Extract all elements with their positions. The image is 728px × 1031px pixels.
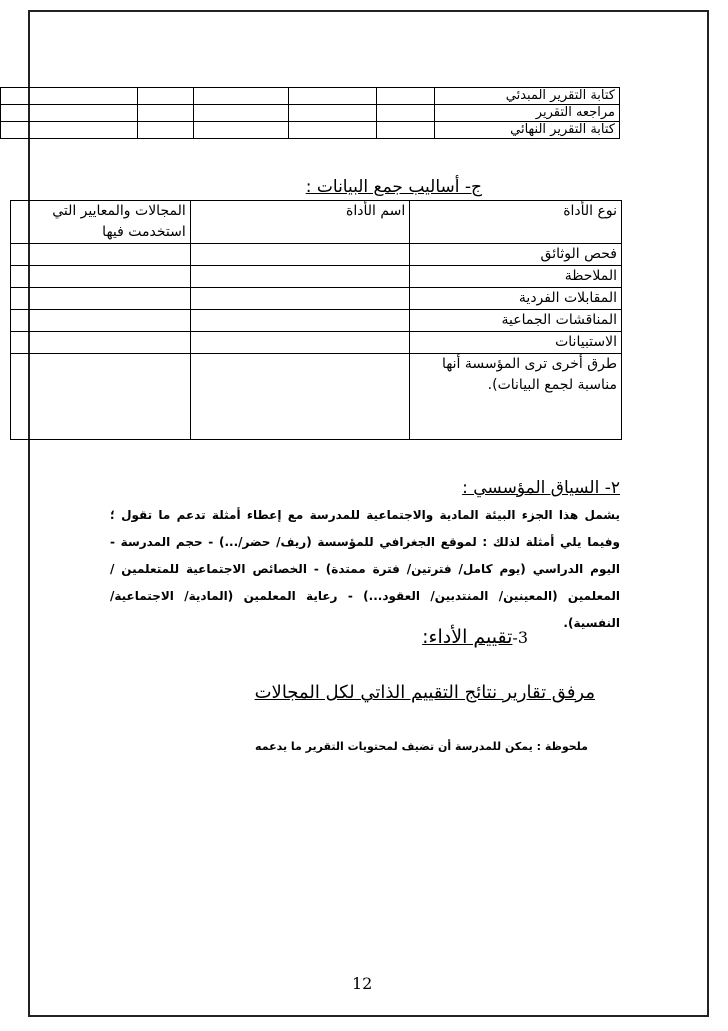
header-tool-name: اسم الأداة — [190, 201, 410, 244]
table-row — [11, 354, 622, 440]
remark-note: ملحوظة : يمكن للمدرسة أن تضيف لمحتويات التقرير ما يدعمه — [255, 740, 588, 753]
table-row — [11, 332, 622, 354]
table-row — [11, 266, 622, 288]
table-header-row — [11, 201, 622, 244]
data-collection-title: ج- أساليب جمع البيانات : — [305, 177, 482, 197]
institutional-context-title: ٢- السياق المؤسسي : — [462, 478, 620, 498]
table-row — [11, 244, 622, 266]
tool-type-cell: المناقشات الجماعية — [410, 310, 622, 332]
tool-type-cell: الملاحظة — [410, 266, 622, 288]
tool-type-cell: فحص الوثائق — [410, 244, 622, 266]
performance-heading — [422, 626, 528, 648]
header-tool-type: نوع الأداة — [410, 201, 622, 244]
tool-type-cell: المقابلات الفردية — [410, 288, 622, 310]
tool-type-cell: الاستبيانات — [410, 332, 622, 354]
data-methods-table — [10, 200, 622, 440]
stage-label: كتابة التقرير المبدئي — [435, 88, 620, 105]
report-stages-table — [0, 87, 620, 139]
table-row — [1, 105, 620, 122]
table-row — [1, 122, 620, 139]
stage-label: كتابة التقرير النهائي — [435, 122, 620, 139]
performance-number: 3- — [512, 628, 528, 647]
stage-label: مراجعه التقرير — [435, 105, 620, 122]
header-fields: المجالات والمعايير التي استخدمت فيها — [11, 201, 191, 244]
performance-title: تقييم الأداء: — [422, 626, 513, 648]
table-row — [1, 88, 620, 105]
table-row — [11, 288, 622, 310]
tool-type-cell: طرق أخرى ترى المؤسسة أنها مناسبة لجمع البيانات). — [410, 354, 622, 440]
table-row — [11, 310, 622, 332]
institutional-context-body: يشمل هذا الجزء البيئة المادية والاجتماعية للمدرسة مع إعطاء أمثلة تدعم ما تقول ؛ وفيما يلي أمثلة لذلك : لموقع الجغرافي للمؤسسة (ريف/ حضر/...) - حجم المدرسة - اليوم الدراسي (يوم كامل/ فترتين/ فترة ممتدة) - الخصائص الاجتماعية للمتعلمين / المعلمين (المعينين/ المنتدبين/ العقود...) - رعاية المعلمين (المادية/ الاجتماعية/ النفسية). — [110, 508, 620, 630]
attachment-note: مرفق تقارير نتائج التقييم الذاتي لكل المجالات — [254, 682, 595, 703]
page-number: 12 — [352, 974, 373, 993]
